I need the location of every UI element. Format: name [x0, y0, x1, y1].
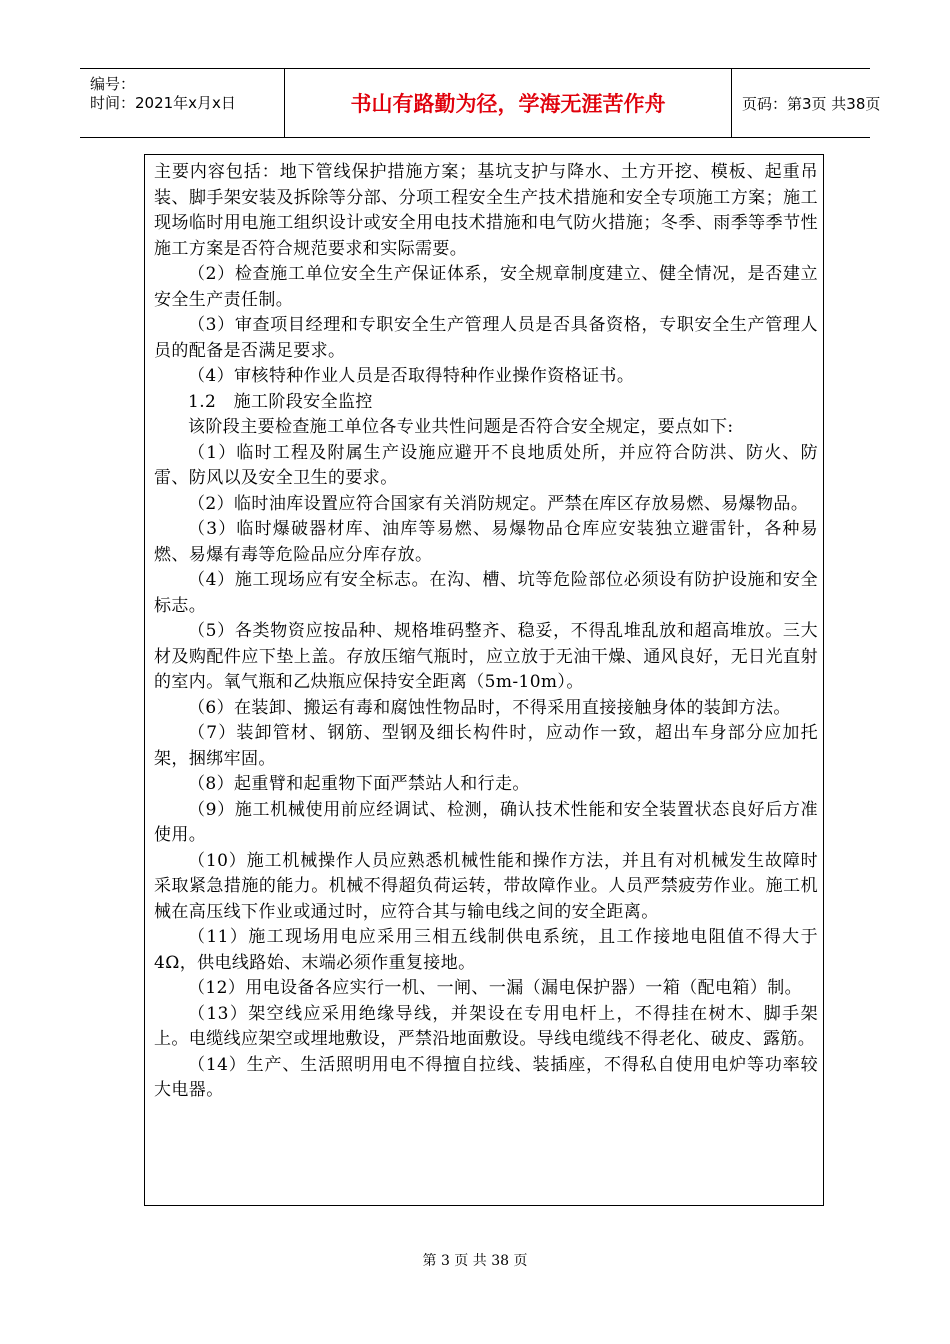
- paragraph: （11）施工现场用电应采用三相五线制供电系统，且工作接地电阻值不得大于4Ω，供电线路始、末端必须作重复接地。: [154, 927, 818, 973]
- header-motto: 书山有路勤为径，学海无涯苦作舟: [350, 92, 666, 116]
- serial-number-label: 编号：: [90, 75, 136, 93]
- paragraph: （5）各类物资应按品种、规格堆码整齐、稳妥，不得乱堆乱放和超高堆放。三大材及购配件应下垫上盖。存放压缩气瓶时，应立放于无油干燥、通风良好，无日光直射的室内。氧气瓶和乙炔瓶应保持安全距离（5m-10m）。: [154, 621, 818, 692]
- paragraph: （9）施工机械使用前应经调试、检测，确认技术性能和安全装置状态良好后方准使用。: [154, 799, 818, 845]
- paragraph: （12）用电设备各应实行一机、一闸、一漏（漏电保护器）一箱（配电箱）制。: [188, 978, 803, 998]
- paragraph: （4）审核特种作业人员是否取得特种作业操作资格证书。: [188, 366, 635, 386]
- paragraph: （2）临时油库设置应符合国家有关消防规定。严禁在库区存放易燃、易爆物品。: [188, 493, 809, 514]
- paragraph: 主要内容包括：地下管线保护措施方案；基坑支护与降水、土方开挖、模板、起重吊装、脚手架安装及拆除等分部、分项工程安全生产技术措施和安全专项施工方案；施工现场临时用电施工组织设计或安全用电技术措施和电气防火措施；冬季、雨季等季节性施工方案是否符合规范要求和实际需要。: [154, 162, 818, 259]
- paragraph: （3）审查项目经理和专职安全生产管理人员是否具备资格，专职安全生产管理人员的配备是否满足要求。: [154, 315, 818, 361]
- document-header: [80, 68, 881, 138]
- paragraph: （13）架空线应采用绝缘导线，并架设在专用电杆上，不得挂在树木、脚手架上。电缆线应架空或埋地敷设，严禁沿地面敷设。导线电缆线不得老化、破皮、露筋。: [154, 1003, 818, 1049]
- paragraph: （2）检查施工单位安全生产保证体系，安全规章制度建立、健全情况，是否建立安全生产责任制。: [154, 264, 818, 310]
- page-footer: 第 3 页 共 38 页: [422, 1253, 528, 1269]
- paragraph: （7）装卸管材、钢筋、型钢及细长构件时，应动作一致，超出车身部分应加托架，捆绑牢固。: [154, 723, 818, 769]
- date-label: 时间：2021年x月x日: [90, 94, 236, 112]
- paragraph: （3）临时爆破器材库、油库等易燃、易爆物品仓库应安装独立避雷针，各种易燃、易爆有毒等危险品应分库存放。: [154, 519, 818, 565]
- content-box: [144, 154, 824, 1206]
- paragraph: （1）临时工程及附属生产设施应避开不良地质处所，并应符合防洪、防火、防雷、防风以及安全卫生的要求。: [154, 442, 818, 488]
- header-meta: [80, 69, 284, 137]
- paragraph: 该阶段主要检查施工单位各专业共性问题是否符合安全规定，要点如下:: [188, 417, 734, 437]
- paragraph: （6）在装卸、搬运有毒和腐蚀性物品时，不得采用直接接触身体的装卸方法。: [188, 697, 791, 718]
- paragraph: （14）生产、生活照明用电不得擅自拉线、装插座，不得私自使用电炉等功率较大电器。: [154, 1054, 818, 1100]
- paragraph: （4）施工现场应有安全标志。在沟、槽、坑等危险部位必须设有防护设施和安全标志。: [154, 570, 818, 616]
- paragraph: （8）起重臂和起重物下面严禁站人和行走。: [188, 774, 530, 794]
- section-heading: 1.2 施工阶段安全监控: [188, 391, 373, 412]
- header-page-code: 页码：第3页 共38页: [742, 94, 881, 113]
- paragraph: （10）施工机械操作人员应熟悉机械性能和操作方法，并且有对机械发生故障时采取紧急措施的能力。机械不得超负荷运转，带故障作业。人员严禁疲劳作业。施工机械在高压线下作业或通过时，应符合其与输电线之间的安全距离。: [154, 850, 818, 922]
- content-body: [154, 160, 818, 1104]
